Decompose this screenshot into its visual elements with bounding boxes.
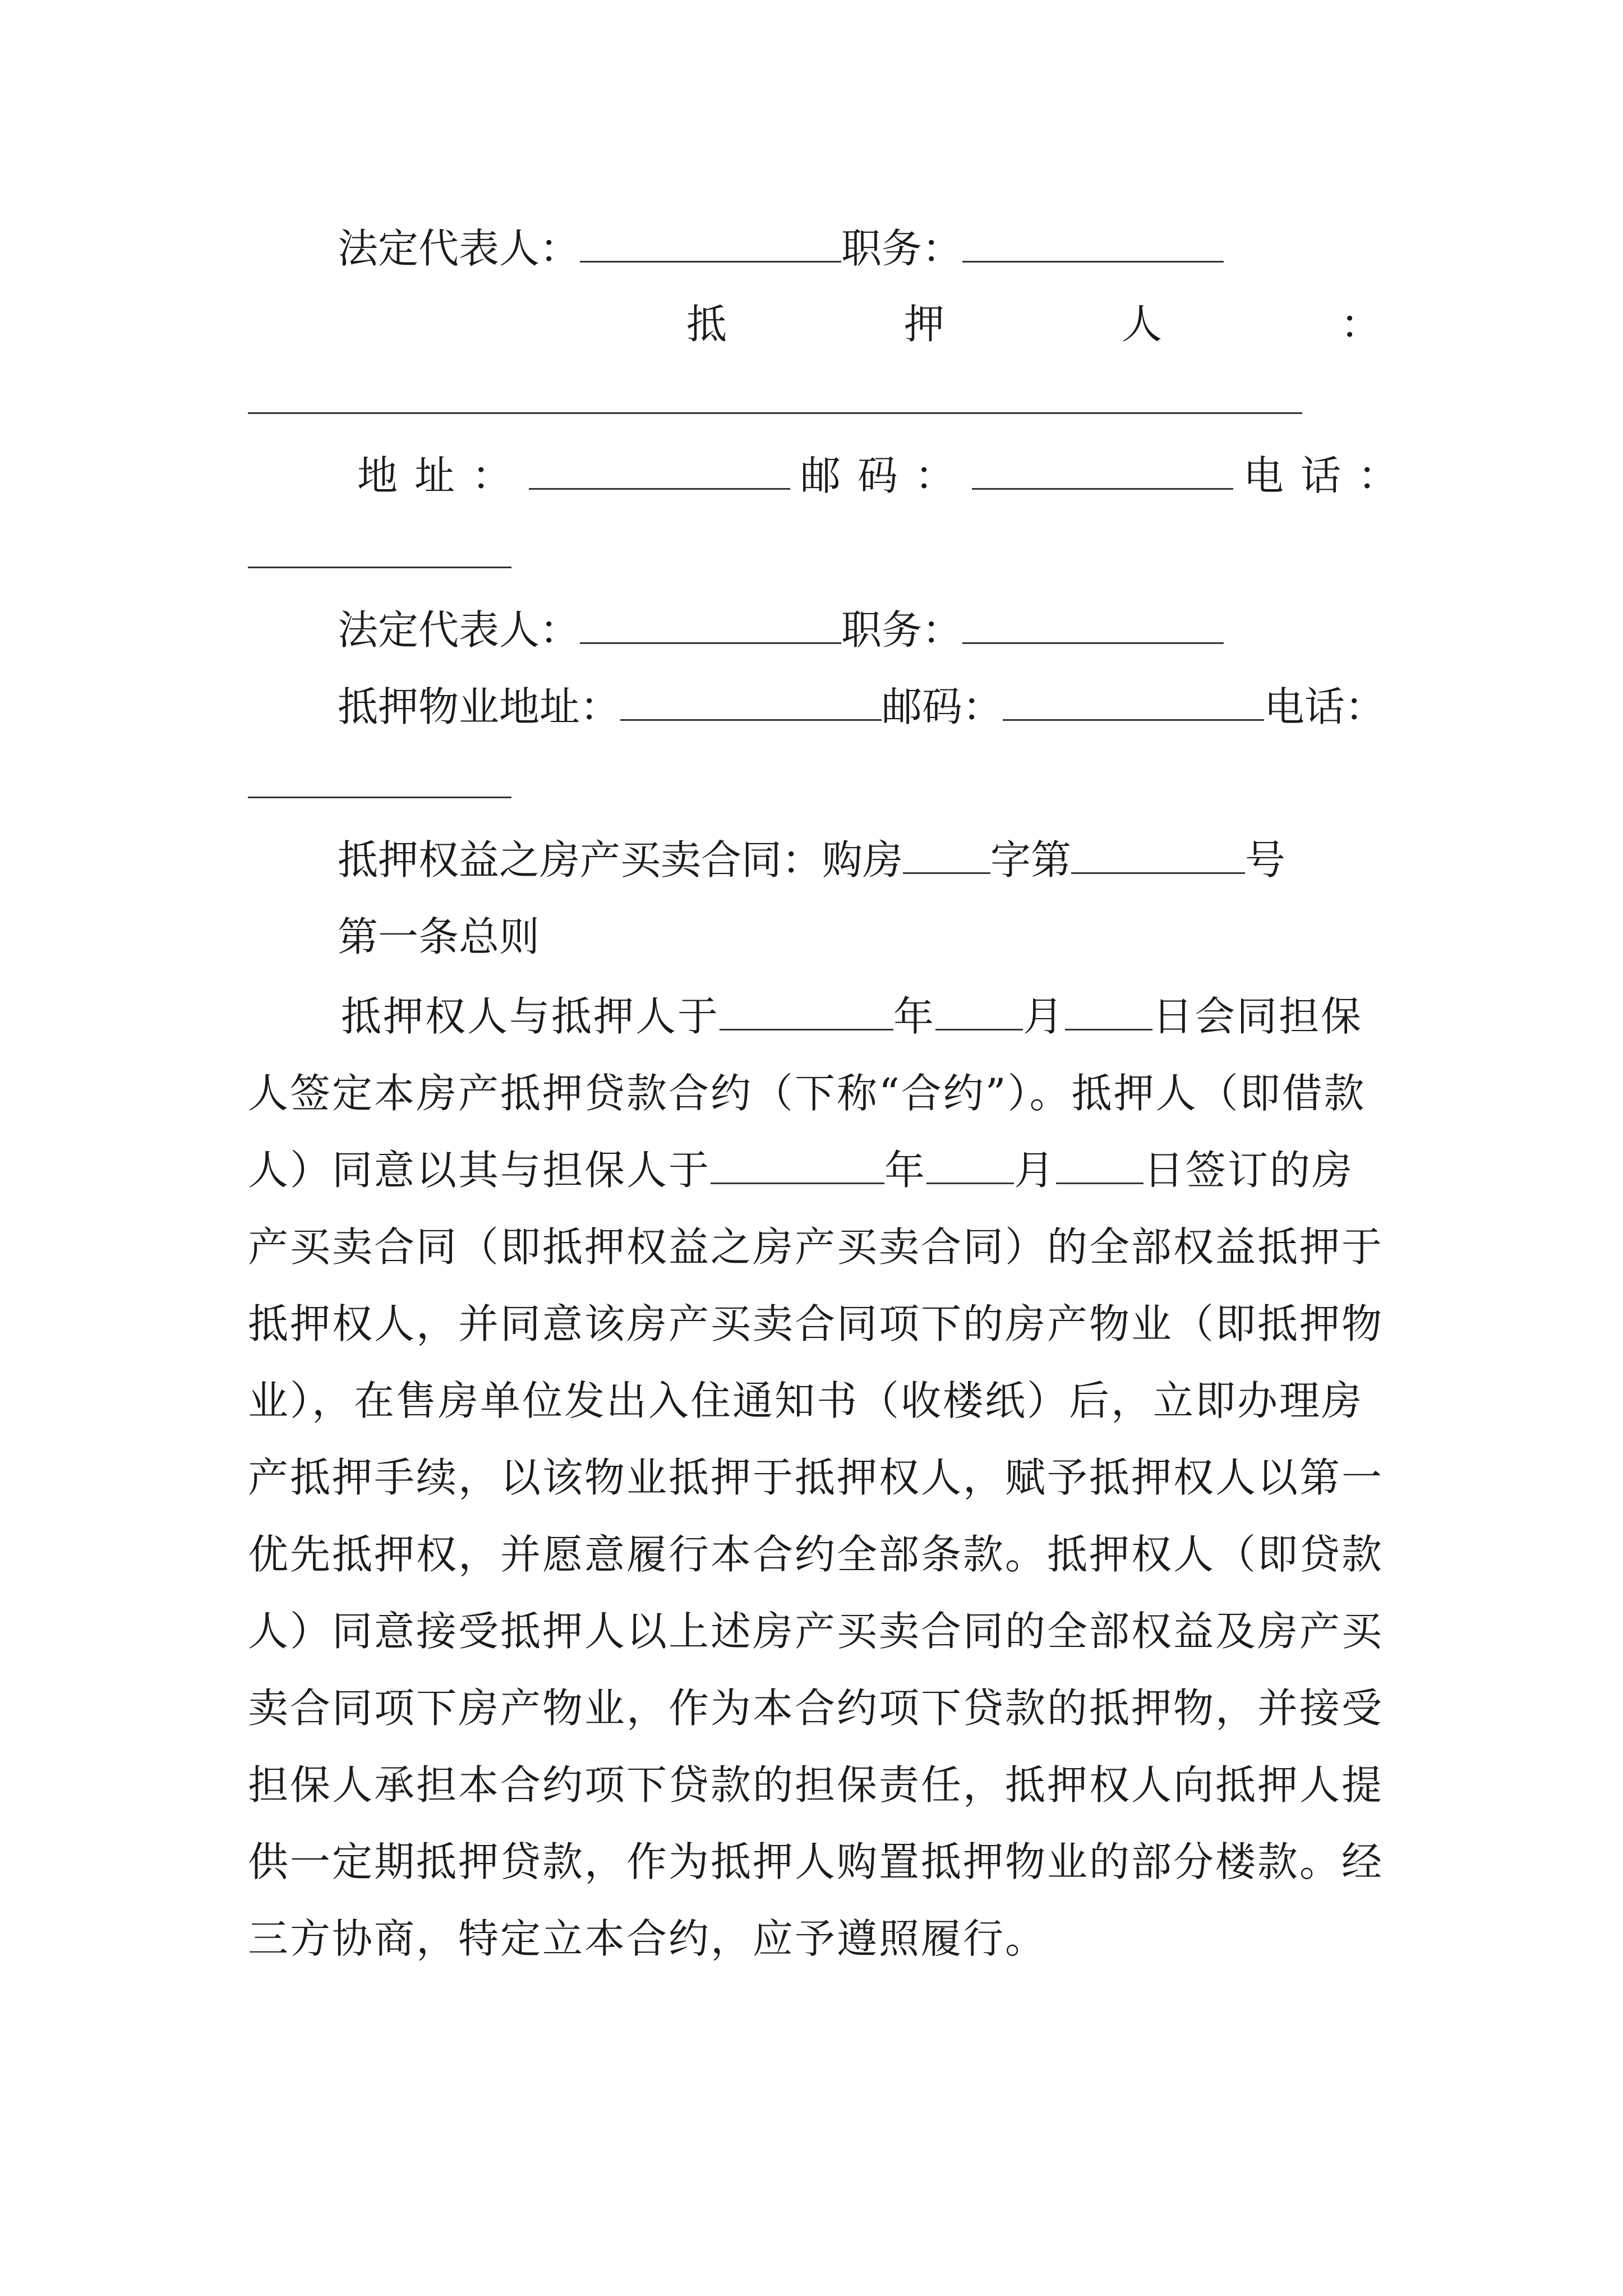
- phone-label: 电话：: [1243, 452, 1415, 499]
- address-label: 地址：: [357, 452, 529, 499]
- paragraph-text: 日签订的房产买卖合同（即抵押权益之房产买卖合同）的全部权益抵押于抵押权人，并同意该房产买卖合同项下的房产物业（即抵押物业），在售房单位发出入住通知书（收楼纸）后，立即办理房产抵押手续，以该物业抵押于抵押权人，赋予抵押权人以第一优先抵押权，并愿意履行本合约全部条款。抵押权人（即贷款人）同意接受抵押人以上述房产买卖合同的全部权益及房产买卖合同项下房产物业，作为本合约项下贷款的抵押物，并接受担保人承担本合约项下贷款的担保责任，抵押权人向抵押人提供一定期抵押贷款，作为抵押人购置抵押物业的部分楼款。经三方协商，特定立本合约，应予遵照履行。: [248, 1147, 1384, 1962]
- month-blank[interactable]: [935, 995, 1023, 1030]
- article-1-title: 第一条总则: [338, 913, 540, 960]
- legal-rep-line-2: [338, 603, 1224, 657]
- contract-prefix-blank[interactable]: [903, 839, 990, 874]
- contract-label: 抵押权益之房产买卖合同：购房: [338, 836, 903, 884]
- title-label: 职务：: [841, 225, 963, 272]
- paragraph-text: 年: [893, 993, 936, 1040]
- mortgagor-blank[interactable]: [248, 412, 1302, 414]
- postcode-label: 邮码：: [800, 452, 972, 499]
- mortgagor-char-3: 人: [1122, 301, 1163, 348]
- legal-rep-blank[interactable]: [580, 227, 841, 263]
- mortgagor-colon: ：: [1340, 301, 1381, 348]
- phone-blank[interactable]: [248, 567, 511, 568]
- property-phone-label: 电话：: [1264, 683, 1386, 730]
- paragraph-text: 月: [1014, 1147, 1057, 1194]
- legal-rep-line-1: [338, 222, 1224, 275]
- property-phone-blank[interactable]: [248, 797, 511, 798]
- paragraph-text: 日会同担保人签定本房产抵押贷款合约（下称“合约”）。抵押人（即借款人）同意以其与担保人于: [248, 993, 1366, 1194]
- mortgagor-char-1: 抵: [686, 301, 727, 348]
- contract-end-label: 号: [1245, 836, 1286, 884]
- paragraph-text: 抵押权人与抵押人于: [341, 993, 720, 1040]
- contract-mid-label: 字第: [990, 836, 1072, 884]
- year-blank[interactable]: [711, 1149, 884, 1184]
- year-blank[interactable]: [720, 995, 893, 1030]
- day-blank[interactable]: [1056, 1149, 1144, 1184]
- article-1-paragraph: [248, 978, 1386, 1977]
- contract-line: [338, 833, 1285, 887]
- day-blank[interactable]: [1065, 995, 1152, 1030]
- postcode-blank[interactable]: [972, 454, 1233, 490]
- legal-rep-blank[interactable]: [580, 609, 841, 644]
- address-blank[interactable]: [529, 454, 790, 490]
- property-address-blank[interactable]: [620, 685, 882, 721]
- paragraph-text: 月: [1023, 993, 1066, 1040]
- mortgagor-char-2: 押: [904, 301, 945, 348]
- property-address-line: [338, 680, 1385, 734]
- paragraph-text: 年: [884, 1147, 927, 1194]
- legal-rep-label: 法定代表人：: [338, 225, 580, 272]
- contract-number-blank[interactable]: [1071, 839, 1245, 874]
- property-postcode-blank[interactable]: [1003, 685, 1264, 721]
- title-blank[interactable]: [962, 227, 1224, 263]
- property-postcode-label: 邮码：: [882, 683, 1003, 730]
- title-label: 职务：: [841, 606, 963, 654]
- legal-rep-label: 法定代表人：: [338, 606, 580, 654]
- month-blank[interactable]: [926, 1149, 1014, 1184]
- address-line: [357, 449, 1415, 503]
- title-blank[interactable]: [962, 609, 1224, 644]
- property-address-label: 抵押物业地址：: [338, 683, 621, 730]
